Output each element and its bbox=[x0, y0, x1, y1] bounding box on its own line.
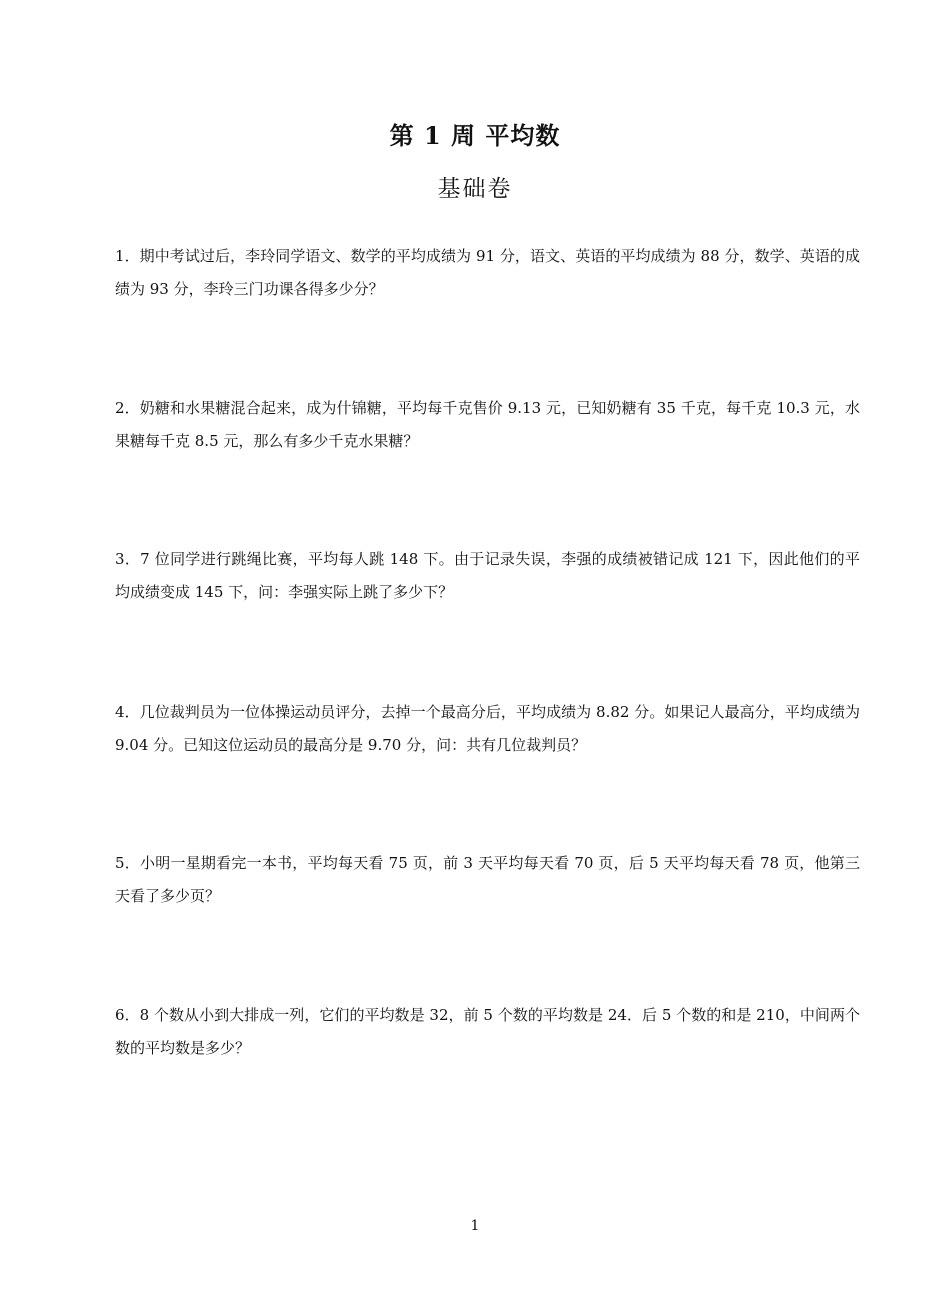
question-3: 3．7 位同学进行跳绳比赛，平均每人跳 148 下。由于记录失误，李强的成绩被错记成 121 下，因此他们的平均成绩变成 145 下，问：李强实际上跳了多少下？ bbox=[115, 550, 860, 601]
page-subtitle: 基础卷 bbox=[437, 176, 513, 202]
question-2: 2．奶糖和水果糖混合起来，成为什锦糖，平均每千克售价 9.13 元，已知奶糖有 35 千克，每千克 10.3 元，水果糖每千克 8.5 元，那么有多少千克水果糖？ bbox=[115, 399, 860, 450]
page-title: 第 1 周 平均数 bbox=[389, 121, 561, 150]
question-1: 1．期中考试过后，李玲同学语文、数学的平均成绩为 91 分，语文、英语的平均成绩为 88 分，数学、英语的成绩为 93 分，李玲三门功课各得多少分？ bbox=[115, 247, 860, 298]
question-5: 5．小明一星期看完一本书，平均每天看 75 页，前 3 天平均每天看 70 页，后 5 天平均每天看 78 页，他第三天看了多少页？ bbox=[115, 854, 860, 905]
question-6: 6．8 个数从小到大排成一列，它们的平均数是 32，前 5 个数的平均数是 24．后 5 个数的和是 210，中间两个数的平均数是多少？ bbox=[115, 1006, 860, 1057]
question-4: 4．几位裁判员为一位体操运动员评分，去掉一个最高分后，平均成绩为 8.82 分。如果记人最高分，平均成绩为 9.04 分。已知这位运动员的最高分是 9.70 分，问：共有几位裁判员？ bbox=[115, 703, 860, 754]
page-number: 1 bbox=[470, 1218, 480, 1234]
